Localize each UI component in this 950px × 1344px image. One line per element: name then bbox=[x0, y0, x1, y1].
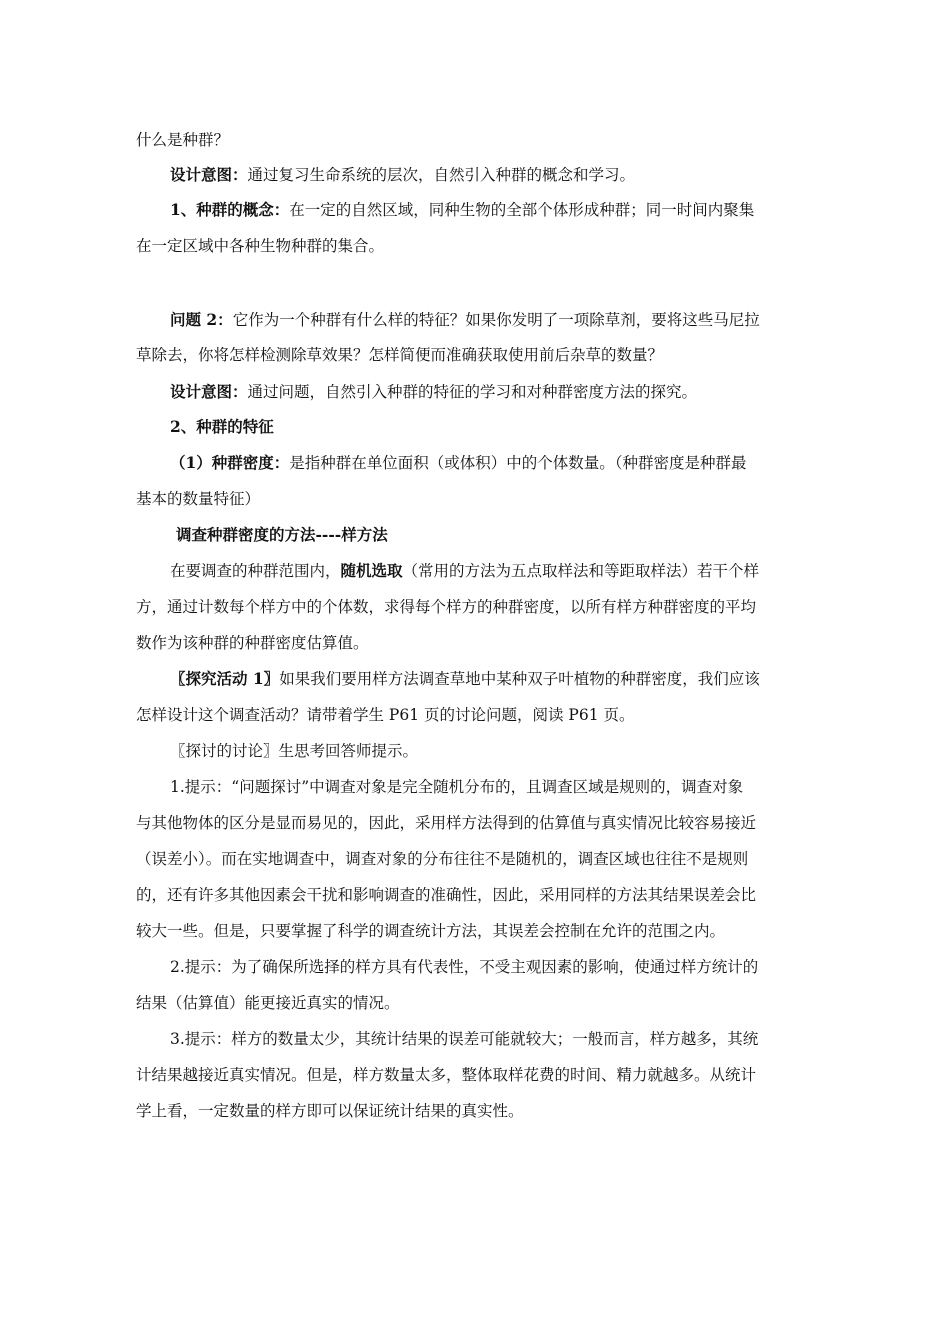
population-density-line1: （1）种群密度：是指种群在单位面积（或体积）中的个体数量。（种群密度是种群最 bbox=[170, 453, 747, 472]
design-intent-label: 设计意图： bbox=[170, 382, 248, 401]
activity-1-line1: 〖探究活动 1〗如果我们要用样方法调查草地中某种双子叶植物的种群密度，我们应该 bbox=[170, 669, 760, 688]
section-heading-population-features: 2、种群的特征 bbox=[170, 417, 274, 436]
random-selection-emphasis: 随机选取 bbox=[340, 561, 403, 580]
design-intent-label: 设计意图： bbox=[170, 165, 248, 184]
population-density-label: （1）种群密度： bbox=[170, 453, 290, 472]
question-2-line1: 问题 2：它作为一个种群有什么样的特征？如果你发明了一项除草剂，要将这些马尼拉 bbox=[170, 310, 760, 329]
population-concept-label: 1、种群的概念： bbox=[170, 200, 290, 219]
question-2-line2: 草除去，你将怎样检测除草效果？怎样简便而准确获取使用前后杂草的数量？ bbox=[136, 346, 664, 364]
activity-1-line2: 怎样设计这个调查活动？请带着学生 P61 页的讨论问题，阅读 P61 页。 bbox=[136, 706, 635, 724]
tip-1-line2: 与其他物体的区分是显而易见的，因此，采用样方法得到的估算值与真实情况比较容易接近 bbox=[136, 814, 757, 832]
tip-2-line1: 2.提示：为了确保所选择的样方具有代表性，不受主观因素的影响，使通过样方统计的 bbox=[170, 958, 759, 976]
design-intent-2: 设计意图：通过问题，自然引入种群的特征的学习和对种群密度方法的探究。 bbox=[170, 382, 698, 401]
population-concept-line2: 在一定区域中各种生物种群的集合。 bbox=[136, 237, 385, 255]
question-2-label: 问题 2： bbox=[170, 310, 233, 329]
question-1-text: 什么是种群？ bbox=[136, 131, 230, 149]
quadrat-method-heading: 调查种群密度的方法----样方法 bbox=[176, 525, 388, 544]
quadrat-method-line3: 数作为该种群的种群密度估算值。 bbox=[136, 634, 369, 652]
tip-1-line1: 1.提示：“问题探讨”中调查对象是完全随机分布的，且调查区域是规则的，调查对象 bbox=[170, 778, 744, 796]
quadrat-method-line2: 方，通过计数每个样方中的个体数，求得每个样方的种群密度，以所有样方种群密度的平均 bbox=[136, 598, 757, 616]
tip-3-line1: 3.提示：样方的数量太少，其统计结果的误差可能就较大；一般而言，样方越多，其统 bbox=[170, 1030, 759, 1048]
activity-1-label: 〖探究活动 1〗 bbox=[170, 669, 280, 688]
discussion-text: 〖探讨的讨论〗生思考回答师提示。 bbox=[170, 742, 419, 760]
design-intent-1: 设计意图：通过复习生命系统的层次，自然引入种群的概念和学习。 bbox=[170, 165, 636, 184]
tip-1-line5: 较大一些。但是，只要掌握了科学的调查统计方法，其误差会控制在允许的范围之内。 bbox=[136, 922, 726, 940]
population-density-line2: 基本的数量特征） bbox=[136, 490, 261, 508]
tip-1-line3: （误差小）。而在实地调查中，调查对象的分布往往不是随机的，调查区域也往往不是规则 bbox=[136, 850, 749, 868]
tip-3-line3: 学上看，一定数量的样方即可以保证统计结果的真实性。 bbox=[136, 1102, 524, 1120]
tip-1-line4: 的，还有许多其他因素会干扰和影响调查的准确性，因此，采用同样的方法其结果误差会比 bbox=[136, 886, 757, 904]
population-concept-line1: 1、种群的概念：在一定的自然区域，同种生物的全部个体形成种群；同一时间内聚集 bbox=[170, 200, 755, 219]
tip-3-line2: 计结果越接近真实情况。但是，样方数量太多，整体取样花费的时间、精力就越多。从统计 bbox=[136, 1066, 757, 1084]
quadrat-method-line1: 在要调查的种群范围内，随机选取（常用的方法为五点取样法和等距取样法）若干个样 bbox=[170, 561, 760, 580]
tip-2-line2: 结果（估算值）能更接近真实的情况。 bbox=[136, 994, 400, 1012]
